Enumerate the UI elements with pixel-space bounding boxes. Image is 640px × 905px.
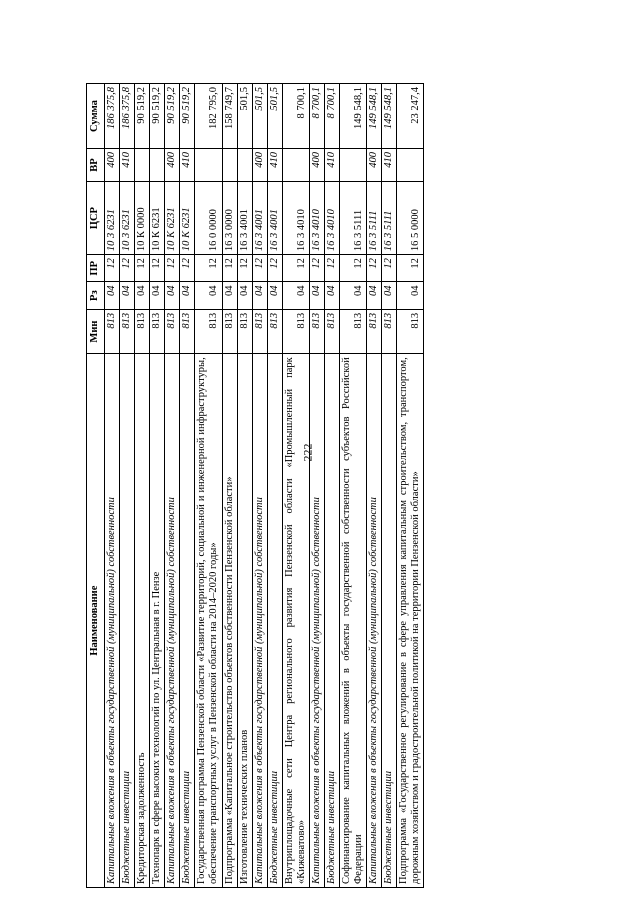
cell-sum: 8 700,1 [324, 84, 339, 149]
cell-name: Подпрограмма «Государственное регулирование в сфере управления капитальным строительством, транспортом, дорожным хозяйством и градостроительной политикой на территории Пензенской области» [397, 354, 424, 888]
table-row [397, 84, 424, 888]
cell-min: 813 [382, 309, 397, 353]
cell-vr: 410 [180, 149, 195, 182]
cell-min: 813 [180, 309, 195, 353]
cell-min: 813 [282, 309, 309, 353]
cell-rz: 04 [267, 282, 282, 309]
cell-sum: 149 548,1 [340, 84, 367, 149]
cell-pr: 12 [267, 255, 282, 282]
cell-sum: 186 375,8 [120, 84, 135, 149]
cell-min: 813 [324, 309, 339, 353]
table-row [382, 84, 397, 888]
cell-vr [397, 149, 424, 182]
cell-vr: 410 [382, 149, 397, 182]
cell-pr: 12 [195, 255, 222, 282]
cell-vr: 400 [105, 149, 120, 182]
cell-pr: 12 [382, 255, 397, 282]
cell-rz: 04 [135, 282, 150, 309]
header-pr: ПР [87, 255, 105, 282]
table-row [309, 84, 324, 888]
cell-pr: 12 [165, 255, 180, 282]
cell-rz: 04 [340, 282, 367, 309]
cell-vr: 410 [324, 149, 339, 182]
table-row [340, 84, 367, 888]
cell-name: Изготовление технических планов [237, 354, 252, 888]
header-sum: Сумма [87, 84, 105, 149]
budget-table-container [86, 83, 556, 888]
cell-sum: 90 519,2 [180, 84, 195, 149]
cell-min: 813 [165, 309, 180, 353]
cell-name: Капитальные вложения в объекты государственной (муниципальной) собственности [165, 354, 180, 888]
cell-min: 813 [267, 309, 282, 353]
cell-csr: 10 3 6231 [120, 182, 135, 255]
cell-pr: 12 [237, 255, 252, 282]
cell-vr: 400 [367, 149, 382, 182]
cell-rz: 04 [282, 282, 309, 309]
cell-sum: 501,5 [252, 84, 267, 149]
cell-vr: 400 [309, 149, 324, 182]
cell-csr: 16 0 0000 [195, 182, 222, 255]
cell-vr: 410 [120, 149, 135, 182]
cell-csr: 16 3 5111 [367, 182, 382, 255]
cell-csr: 10 К 6231 [150, 182, 165, 255]
cell-sum: 8 700,1 [282, 84, 309, 149]
cell-sum: 90 519,2 [150, 84, 165, 149]
cell-vr: 400 [252, 149, 267, 182]
cell-min: 813 [252, 309, 267, 353]
cell-vr [150, 149, 165, 182]
table-row [252, 84, 267, 888]
cell-rz: 04 [222, 282, 237, 309]
cell-rz: 04 [252, 282, 267, 309]
cell-min: 813 [105, 309, 120, 353]
cell-name: Бюджетные инвестиции [267, 354, 282, 888]
cell-name: Бюджетные инвестиции [324, 354, 339, 888]
cell-name: Подпрограмма «Капитальное строительство объектов собственности Пензенской области» [222, 354, 237, 888]
cell-vr [237, 149, 252, 182]
cell-pr: 12 [340, 255, 367, 282]
cell-vr: 410 [267, 149, 282, 182]
table-row [237, 84, 252, 888]
cell-rz: 04 [397, 282, 424, 309]
header-vr: ВР [87, 149, 105, 182]
cell-pr: 12 [150, 255, 165, 282]
cell-min: 813 [135, 309, 150, 353]
cell-vr [282, 149, 309, 182]
cell-pr: 12 [397, 255, 424, 282]
header-csr: ЦСР [87, 182, 105, 255]
cell-rz: 04 [180, 282, 195, 309]
table-row [282, 84, 309, 888]
cell-rz: 04 [367, 282, 382, 309]
cell-sum: 23 247,4 [397, 84, 424, 149]
cell-csr: 16 3 5111 [340, 182, 367, 255]
cell-pr: 12 [222, 255, 237, 282]
cell-rz: 04 [120, 282, 135, 309]
cell-sum: 186 375,8 [105, 84, 120, 149]
table-row [267, 84, 282, 888]
cell-csr: 16 3 4010 [309, 182, 324, 255]
table-row [222, 84, 237, 888]
cell-sum: 8 700,1 [309, 84, 324, 149]
header-min: Мин [87, 309, 105, 353]
cell-csr: 16 3 4010 [282, 182, 309, 255]
cell-sum: 149 548,1 [382, 84, 397, 149]
cell-vr [135, 149, 150, 182]
table-row [135, 84, 150, 888]
cell-csr: 10 К 6231 [165, 182, 180, 255]
cell-rz: 04 [195, 282, 222, 309]
cell-name: Софинансирование капитальных вложений в объекты государственной собственности субъектов Российской Федерации [340, 354, 367, 888]
table-header-row [87, 84, 105, 888]
table-body [105, 84, 424, 888]
cell-name: Капитальные вложения в объекты государственной (муниципальной) собственности [105, 354, 120, 888]
cell-rz: 04 [105, 282, 120, 309]
cell-sum: 90 519,2 [165, 84, 180, 149]
page-number: 222 [300, 443, 315, 462]
cell-vr: 400 [165, 149, 180, 182]
cell-pr: 12 [120, 255, 135, 282]
cell-rz: 04 [382, 282, 397, 309]
cell-csr: 10 3 6231 [105, 182, 120, 255]
cell-rz: 04 [309, 282, 324, 309]
cell-csr: 16 3 4010 [324, 182, 339, 255]
cell-min: 813 [397, 309, 424, 353]
cell-csr: 16 3 4001 [237, 182, 252, 255]
cell-rz: 04 [150, 282, 165, 309]
cell-min: 813 [195, 309, 222, 353]
cell-name: Кредиторская задолженность [135, 354, 150, 888]
table-row [367, 84, 382, 888]
cell-pr: 12 [105, 255, 120, 282]
cell-min: 813 [120, 309, 135, 353]
cell-rz: 04 [237, 282, 252, 309]
table-row [165, 84, 180, 888]
table-row [324, 84, 339, 888]
cell-min: 813 [367, 309, 382, 353]
cell-csr: 10 К 6231 [180, 182, 195, 255]
table-row [180, 84, 195, 888]
cell-pr: 12 [367, 255, 382, 282]
cell-min: 813 [340, 309, 367, 353]
table-row [105, 84, 120, 888]
cell-sum: 90 519,2 [135, 84, 150, 149]
cell-rz: 04 [165, 282, 180, 309]
cell-pr: 12 [309, 255, 324, 282]
cell-pr: 12 [282, 255, 309, 282]
cell-csr: 16 3 0000 [222, 182, 237, 255]
cell-sum: 501,5 [267, 84, 282, 149]
cell-csr: 10 К 0000 [135, 182, 150, 255]
header-rz: Рз [87, 282, 105, 309]
cell-sum: 158 749,7 [222, 84, 237, 149]
cell-name: Капитальные вложения в объекты государственной (муниципальной) собственности [252, 354, 267, 888]
cell-pr: 12 [252, 255, 267, 282]
cell-name: Бюджетные инвестиции [120, 354, 135, 888]
cell-pr: 12 [180, 255, 195, 282]
cell-min: 813 [309, 309, 324, 353]
cell-name: Внутриплощадочные сети Центра регионального развития Пензенской области «Промышленный парк «Кижеватово» [282, 354, 309, 888]
cell-name: Технопарк в сфере высоких технологий по ул. Центральная в г. Пензе [150, 354, 165, 888]
cell-name: Капитальные вложения в объекты государственной (муниципальной) собственности [309, 354, 324, 888]
cell-vr [222, 149, 237, 182]
cell-sum: 501,5 [237, 84, 252, 149]
cell-csr: 16 3 5111 [382, 182, 397, 255]
cell-csr: 16 3 4001 [267, 182, 282, 255]
cell-min: 813 [237, 309, 252, 353]
cell-name: Государственная программа Пензенской области «Развитие территорий, социальной и инженерной инфраструктуры, обеспечение транспортных услуг в Пензенской области на 2014–2020 годы» [195, 354, 222, 888]
cell-vr [195, 149, 222, 182]
cell-min: 813 [222, 309, 237, 353]
cell-name: Бюджетные инвестиции [180, 354, 195, 888]
cell-pr: 12 [135, 255, 150, 282]
cell-csr: 16 3 4001 [252, 182, 267, 255]
cell-pr: 12 [324, 255, 339, 282]
cell-name: Бюджетные инвестиции [382, 354, 397, 888]
cell-rz: 04 [324, 282, 339, 309]
budget-table [86, 83, 424, 888]
cell-name: Капитальные вложения в объекты государственной (муниципальной) собственности [367, 354, 382, 888]
header-name: Наименование [87, 354, 105, 888]
table-row [120, 84, 135, 888]
cell-sum: 149 548,1 [367, 84, 382, 149]
cell-vr [340, 149, 367, 182]
cell-sum: 182 795,0 [195, 84, 222, 149]
cell-csr: 16 5 0000 [397, 182, 424, 255]
table-row [195, 84, 222, 888]
cell-min: 813 [150, 309, 165, 353]
table-row [150, 84, 165, 888]
